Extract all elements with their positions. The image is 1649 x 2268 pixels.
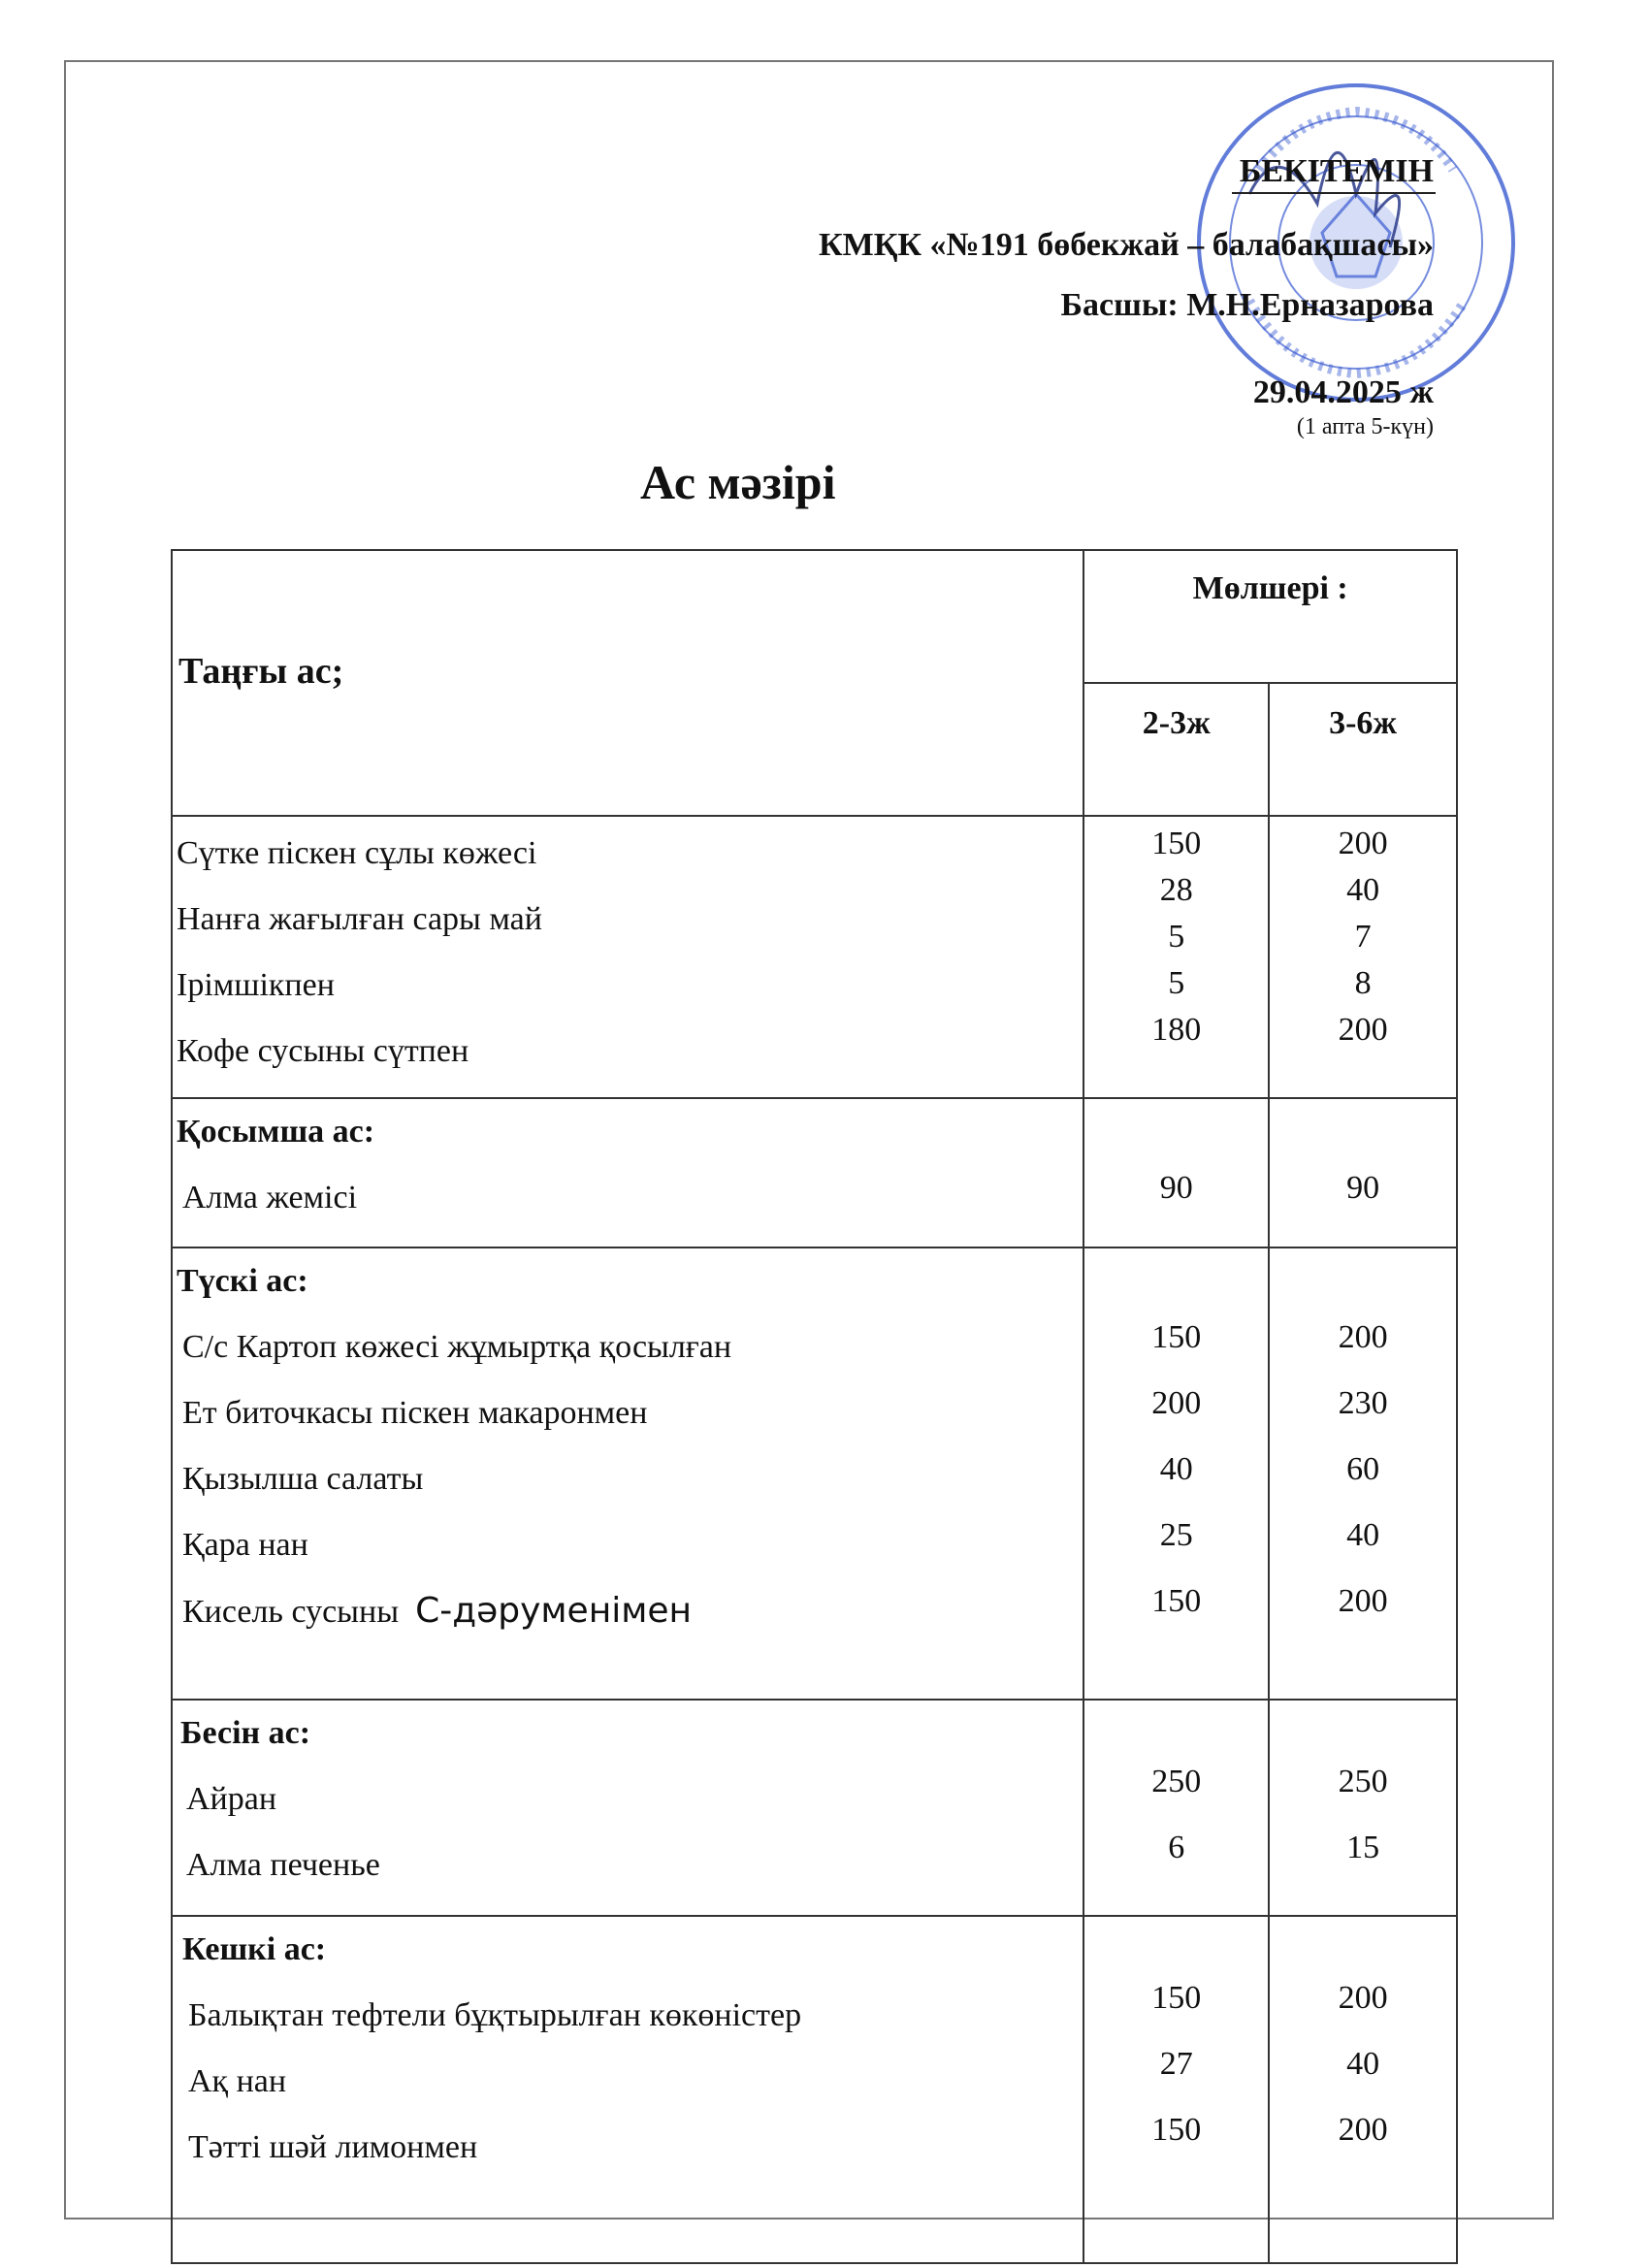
approval-date: 29.04.2025 ж (1252, 374, 1434, 410)
breakfast-row (172, 816, 1457, 1098)
list-item: Айран (186, 1781, 277, 1817)
qty-value: 15 (1346, 1830, 1380, 1865)
approval-org: КМҚК «№191 бөбекжай – балабақшасы» (819, 227, 1434, 263)
qty-value: 150 (1151, 1980, 1202, 2016)
list-item: Тәтті шәй лимонмен (188, 2129, 478, 2165)
list-item: Ірімшікпен (177, 967, 335, 1003)
qty-value: 7 (1354, 919, 1372, 955)
list-item-text: Кисель сусыны (182, 1594, 416, 1630)
qty-value: 200 (1338, 1319, 1388, 1355)
list-item: Балықтан тефтели бұқтырылған көкөністер (188, 1997, 802, 2033)
page-title: Ас мәзірі (640, 455, 836, 509)
qty-value: 25 (1159, 1517, 1193, 1553)
list-item: Алма печенье (186, 1847, 380, 1883)
qty-value: 150 (1151, 826, 1202, 861)
lunch-row (172, 1247, 1457, 1700)
qty-value: 90 (1159, 1170, 1193, 1206)
list-item: Ақ нан (188, 2063, 287, 2099)
qty-value: 200 (1338, 826, 1388, 861)
afternoon-title: Бесін ас: (180, 1715, 311, 1751)
qty-value: 40 (1346, 1517, 1380, 1553)
list-item: Қара нан (182, 1527, 308, 1563)
qty-value: 40 (1346, 2046, 1380, 2082)
list-item: С/с Картоп көжесі жұмыртқа қосылған (182, 1329, 732, 1365)
age-header-2-3: 2-3ж (1083, 683, 1269, 816)
list-item (173, 1578, 1083, 1644)
qty-value: 40 (1346, 872, 1380, 908)
approval-head: Басшы: М.Н.Ерназарова (1060, 287, 1434, 323)
list-item: Нанға жағылған сары май (177, 901, 542, 937)
qty-value: 230 (1338, 1385, 1388, 1421)
qty-value: 5 (1168, 965, 1185, 1001)
qty-value: 250 (1338, 1764, 1388, 1799)
signature-line (1232, 192, 1436, 194)
qty-value: 150 (1151, 2112, 1202, 2148)
breakfast-title: Таңғы ас; (172, 550, 1083, 816)
approval-title: БЕКІТЕМІН (1239, 153, 1434, 189)
qty-value: 200 (1338, 2112, 1388, 2148)
approval-week-day: (1 апта 5-күн) (1296, 414, 1434, 439)
qty-value: 6 (1168, 1830, 1185, 1865)
dinner-title: Кешкі ас: (182, 1931, 327, 1967)
vitamin-c-label: С-дәруменімен (415, 1591, 693, 1631)
lunch-title: Түскі ас: (177, 1263, 308, 1299)
qty-value: 60 (1346, 1451, 1380, 1487)
qty-value: 90 (1346, 1170, 1380, 1206)
list-item: Алма жемісі (182, 1180, 358, 1215)
age-header-3-6: 3-6ж (1269, 683, 1457, 816)
qty-value: 180 (1151, 1012, 1202, 1048)
qty-value: 27 (1159, 2046, 1193, 2082)
quantity-header: Мөлшері : (1083, 550, 1457, 683)
snack-title: Қосымша ас: (177, 1114, 375, 1150)
dinner-row (172, 1916, 1457, 2263)
qty-value: 150 (1151, 1583, 1202, 1619)
qty-value: 5 (1168, 919, 1185, 955)
qty-value: 200 (1338, 1012, 1388, 1048)
qty-value: 200 (1338, 1583, 1388, 1619)
list-item: Қызылша салаты (182, 1461, 424, 1497)
qty-value: 28 (1159, 872, 1193, 908)
list-item: Ет биточкасы піскен макаронмен (182, 1395, 648, 1431)
qty-value: 250 (1151, 1764, 1202, 1799)
qty-value: 200 (1338, 1980, 1388, 2016)
snack-row (172, 1098, 1457, 1247)
qty-value: 150 (1151, 1319, 1202, 1355)
qty-value: 40 (1159, 1451, 1193, 1487)
afternoon-row (172, 1700, 1457, 1916)
qty-value: 8 (1354, 965, 1372, 1001)
list-item: Кофе сусыны сүтпен (177, 1033, 469, 1069)
list-item: Сүтке піскен сұлы көжесі (177, 835, 537, 871)
menu-table (171, 549, 1458, 2264)
qty-value: 200 (1151, 1385, 1202, 1421)
